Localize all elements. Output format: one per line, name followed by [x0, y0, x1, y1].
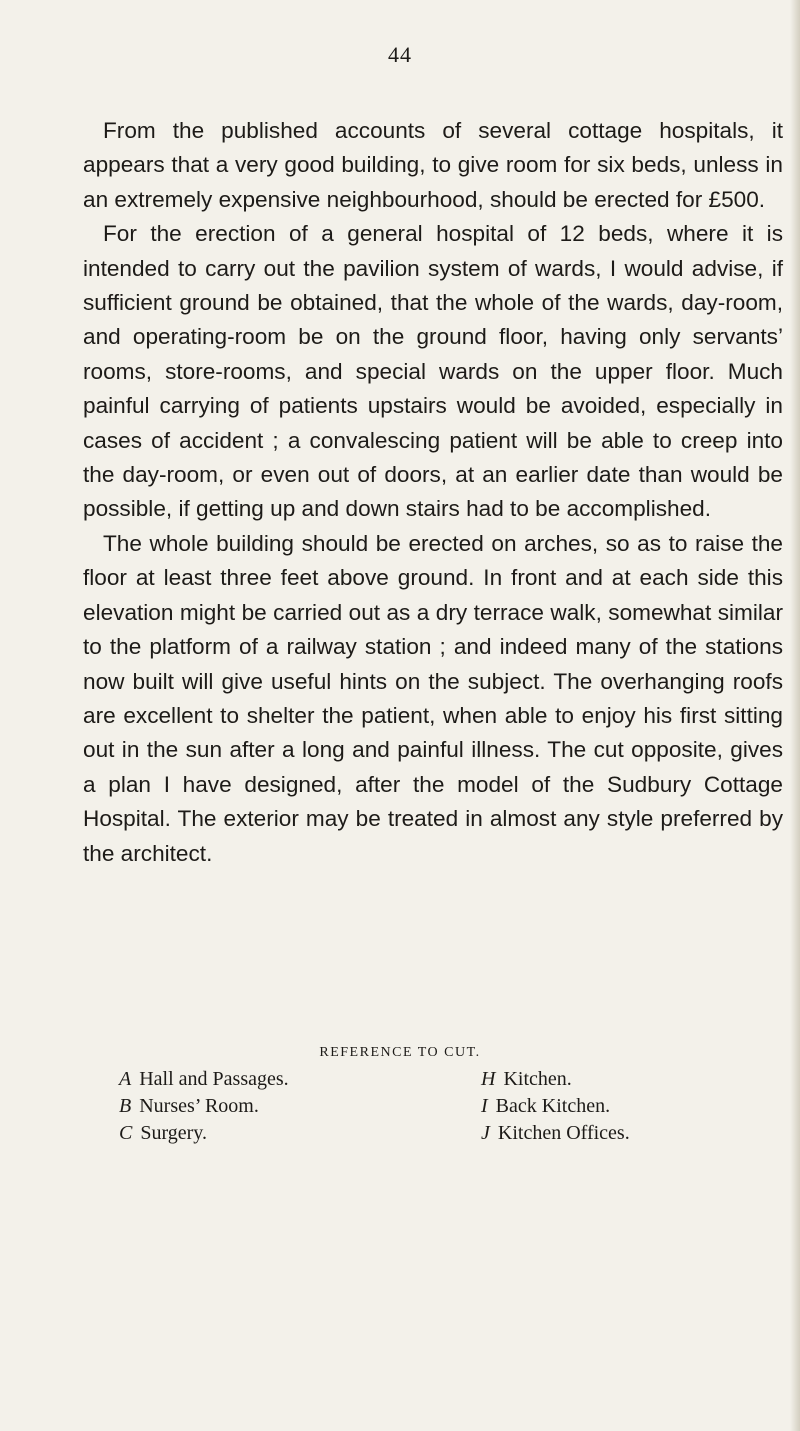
page-edge-shadow [790, 0, 800, 1431]
paragraph-2: For the erection of a general hospital of 12 beds, where it is intended to carry out the pavilion system of wards, I would advise, if sufficient ground be obtained, that the whole of the wards, day-room, and operating-room be on the ground floor, having only servants’ rooms, store-rooms, and special wards on the upper floor. Much painful carrying of patients upstairs would be avoided, especially in cases of accident ; a convalescing patient will be able to creep into the day-room, or even out of doors, at an earlier date than would be possible, if getting up and down stairs had to be accomplished. [83, 221, 783, 522]
legend-item [481, 1066, 630, 1093]
body-text [83, 114, 783, 871]
legend-item [119, 1120, 289, 1147]
page-number: 44 [388, 42, 412, 67]
legend-key: J [481, 1122, 490, 1144]
legend-item [481, 1120, 630, 1147]
legend-right-column [481, 1066, 630, 1147]
legend-item [481, 1093, 630, 1120]
legend-label: Surgery. [140, 1122, 208, 1144]
legend-key: C [119, 1122, 133, 1144]
legend-item [119, 1093, 289, 1120]
paragraph-3: The whole building should be erected on arches, so as to raise the floor at least three feet above ground. In front and at each side this elevation might be carried out as a dry terrace walk, somewhat similar to the platform of a railway station ; and indeed many of the stations now built will give useful hints on the subject. The overhanging roofs are excellent to shelter the patient, when able to enjoy his first sitting out in the sun after a long and painful illness. The cut opposite, gives a plan I have designed, after the model of the Sudbury Cottage Hospital. The exterior may be treated in almost any style preferred by the architect. [83, 530, 783, 866]
paragraph-1: From the published accounts of several cottage hospitals, it appears that a very good building, to give room for six beds, unless in an extremely expensive neighbourhood, should be erected for £500. [83, 118, 783, 212]
legend-key: I [481, 1095, 488, 1117]
legend-key: H [481, 1068, 496, 1090]
legend-label: Kitchen. [503, 1068, 572, 1090]
legend-item [119, 1066, 289, 1093]
legend-label: Back Kitchen. [495, 1095, 611, 1117]
legend-key: A [119, 1068, 132, 1090]
legend-label: Hall and Passages. [139, 1068, 289, 1090]
legend-label: Kitchen Offices. [497, 1122, 630, 1144]
legend-key: B [119, 1095, 132, 1117]
legend-label: Nurses’ Room. [139, 1095, 259, 1117]
legend-left-column [119, 1066, 289, 1147]
reference-heading: REFERENCE TO CUT. [319, 1045, 481, 1060]
